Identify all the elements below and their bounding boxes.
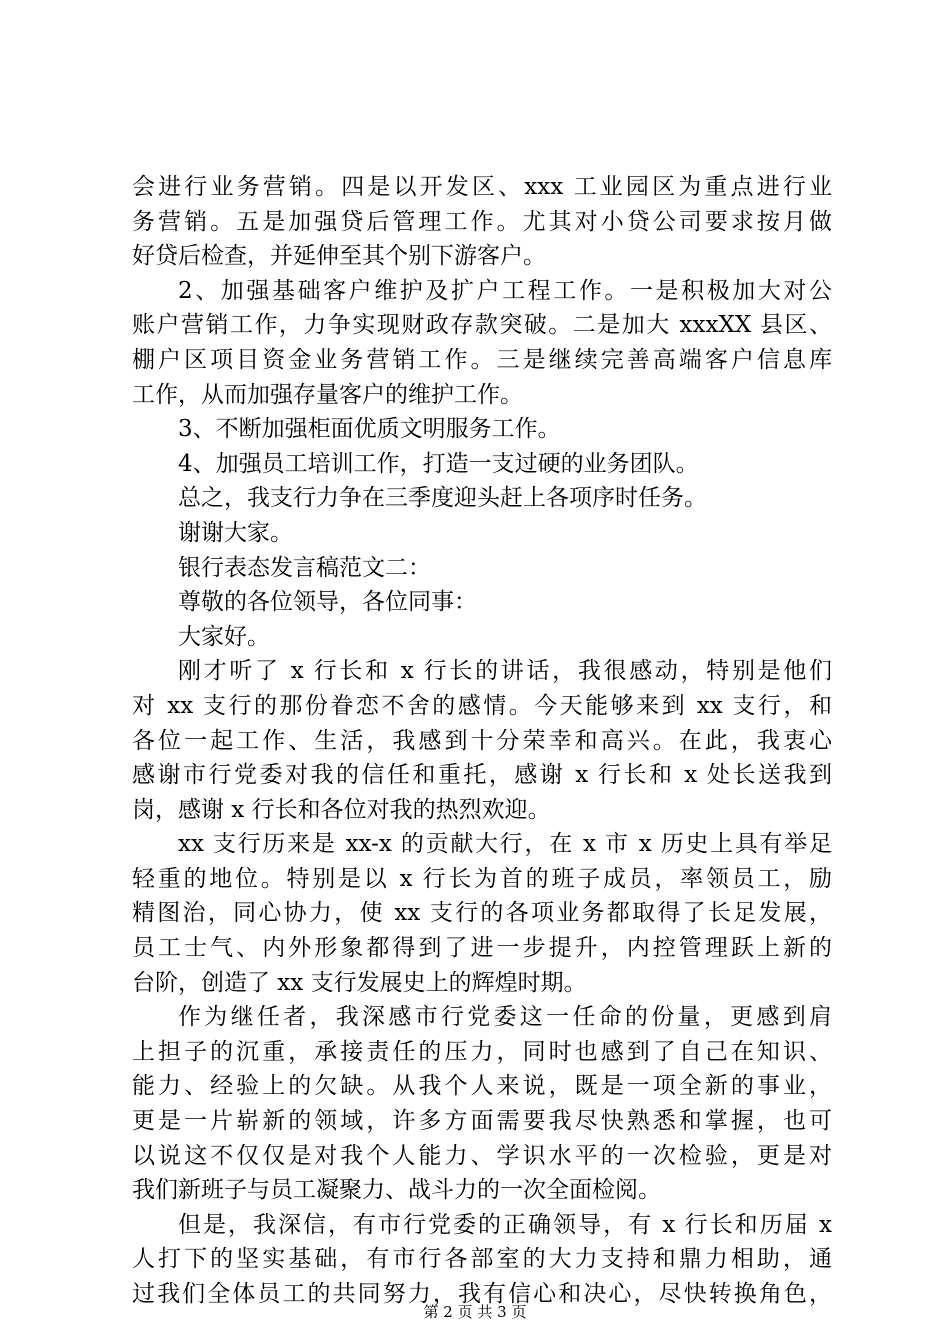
text-line: 刚才听了 x 行长和 x 行长的讲话，我很感动，特别是他们 xyxy=(178,658,832,685)
text-line: 谢谢大家。 xyxy=(178,519,293,546)
page-footer: 第 2 页 共 3 页 xyxy=(423,1303,527,1321)
text-line: 账户营销工作，力争实现财政存款突破。二是加大 xxxXX 县区、 xyxy=(132,312,832,339)
text-line: 尊敬的各位领导，各位同事： xyxy=(178,589,477,616)
text-line: 会进行业务营销。四是以开发区、xxx 工业园区为重点进行业 xyxy=(132,174,832,200)
text-line: 作为继任者，我深感市行党委这一任命的份量，更感到肩 xyxy=(178,1004,832,1031)
text-line: 3、不断加强柜面优质文明服务工作。 xyxy=(178,416,561,443)
text-line: 银行表态发言稿范文二： xyxy=(178,554,431,581)
text-line: 4、加强员工培训工作，打造一支过硬的业务团队。 xyxy=(178,450,699,477)
text-line: 轻重的地位。特别是以 x 行长为首的班子成员，率领员工，励 xyxy=(132,865,832,892)
text-line: 以说这不仅仅是对我个人能力、学识水平的一次检验，更是对 xyxy=(132,1142,832,1169)
text-line: 人打下的坚实基础，有市行各部室的大力支持和鼎力相助，通 xyxy=(132,1246,832,1273)
text-line: 感谢市行党委对我的信任和重托，感谢 x 行长和 x 处长送我到 xyxy=(132,762,832,789)
text-line: 总之，我支行力争在三季度迎头赶上各项序时任务。 xyxy=(178,485,707,512)
text-line: 我们新班子与员工凝聚力、战斗力的一次全面检阅。 xyxy=(132,1177,661,1204)
document-body xyxy=(132,170,832,1312)
text-line: 员工士气、内外形象都得到了进一步提升，内控管理跃上新的 xyxy=(132,935,832,962)
text-line: 工作，从而加强存量客户的维护工作。 xyxy=(132,381,523,408)
text-line: 能力、经验上的欠缺。从我个人来说，既是一项全新的事业， xyxy=(132,1073,832,1100)
text-line: 务营销。五是加强贷后管理工作。尤其对小贷公司要求按月做 xyxy=(132,208,832,235)
text-line: 过我们全体员工的共同努力，我有信心和决心，尽快转换角色， xyxy=(132,1281,832,1307)
text-line: 更是一片崭新的领域，许多方面需要我尽快熟悉和掌握，也可 xyxy=(132,1108,832,1135)
text-line: 2、加强基础客户维护及扩户工程工作。一是积极加大对公 xyxy=(178,277,832,304)
text-line: xx 支行历来是 xx-x 的贡献大行，在 x 市 x 历史上具有举足 xyxy=(178,831,832,858)
text-line: 各位一起工作、生活，我感到十分荣幸和高兴。在此，我衷心 xyxy=(132,727,832,754)
text-line: 台阶，创造了 xx 支行发展史上的辉煌时期。 xyxy=(132,969,587,996)
text-line: 精图治，同心协力，使 xx 支行的各项业务都取得了长足发展， xyxy=(132,900,832,927)
text-line: 好贷后检查，并延伸至其个别下游客户。 xyxy=(132,243,546,270)
text-line: 岗，感谢 x 行长和各位对我的热烈欢迎。 xyxy=(132,796,551,823)
text-line: 棚户区项目资金业务营销工作。三是继续完善高端客户信息库 xyxy=(132,346,832,373)
text-line: 大家好。 xyxy=(178,623,270,650)
text-line: 上担子的沉重，承接责任的压力，同时也感到了自己在知识、 xyxy=(132,1038,832,1065)
text-line: 对 xx 支行的那份眷恋不舍的感情。今天能够来到 xx 支行，和 xyxy=(132,692,832,719)
text-line: 但是，我深信，有市行党委的正确领导，有 x 行长和历届 x xyxy=(178,1211,832,1238)
